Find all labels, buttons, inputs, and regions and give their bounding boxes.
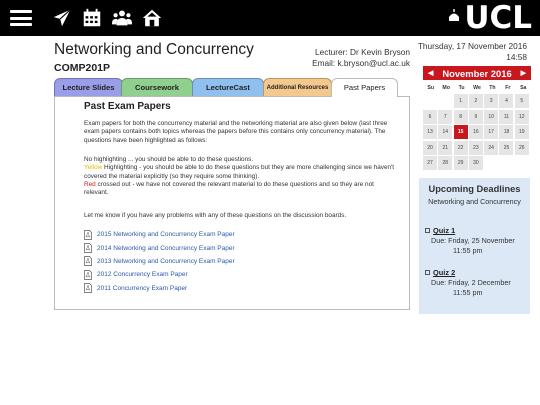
calendar-day[interactable]: 4 — [499, 94, 513, 108]
calendar-widget — [423, 66, 531, 170]
calendar-day[interactable]: 23 — [469, 141, 483, 155]
calendar-day[interactable]: 28 — [438, 156, 452, 170]
deadline-link[interactable] — [425, 226, 515, 235]
lecturer-name: Lecturer: Dr Kevin Bryson — [315, 47, 410, 57]
legend-yellow-text: Highlighting - you should be able to do these questions but they are more challenging since we haven't covered the material explicitly (so they require some thinking). — [84, 164, 395, 180]
weekday-label: We — [473, 85, 481, 91]
weekday-label: Mo — [442, 85, 450, 91]
deadline-due-date: Due: Friday, 2 December — [431, 278, 511, 287]
calendar-day[interactable]: 10 — [484, 110, 498, 124]
pdf-icon — [84, 243, 92, 253]
calendar-icon[interactable] — [81, 7, 103, 29]
calendar-day[interactable]: 13 — [423, 125, 437, 139]
current-date: Thursday, 17 November 2016 — [417, 41, 527, 51]
ucl-logo-text: UCL — [464, 0, 532, 36]
send-icon[interactable] — [51, 7, 73, 29]
calendar-day[interactable]: 22 — [454, 141, 468, 155]
calendar-day[interactable]: 18 — [499, 125, 513, 139]
tab-past-papers[interactable]: Past Papers — [331, 78, 398, 97]
calendar-day[interactable]: 2 — [469, 94, 483, 108]
weekday-label: Sa — [520, 85, 527, 91]
ucl-logo[interactable] — [447, 0, 532, 36]
content-panel — [54, 96, 410, 310]
menu-icon[interactable] — [10, 10, 32, 26]
deadline-due-time: 11:55 pm — [453, 288, 483, 297]
lecturer-email[interactable]: Email: k.bryson@ucl.ac.uk — [312, 58, 410, 68]
calendar-blank — [438, 94, 452, 108]
section-title: Past Exam Papers — [84, 101, 171, 112]
tab-lecture-slides[interactable]: Lecture Slides — [54, 78, 123, 96]
weekday-label: Fr — [505, 85, 511, 91]
calendar-day[interactable]: 3 — [484, 94, 498, 108]
calendar-day[interactable]: 17 — [484, 125, 498, 139]
checkbox-icon — [425, 270, 430, 275]
pdf-icon — [84, 256, 92, 266]
deadlines-subtitle: Networking and Concurrency — [428, 197, 521, 206]
deadline-name[interactable]: Quiz 1 — [433, 226, 456, 235]
calendar-day[interactable]: 9 — [469, 110, 483, 124]
intro-text: Exam papers for both the concurrency material and the networking material are also given below (last three exam papers contains both topics whereas the papers before this contains only concurrency material). The questions have been highlighted as follows: — [84, 120, 388, 144]
calendar-day[interactable]: 21 — [438, 141, 452, 155]
calendar-day[interactable]: 7 — [438, 110, 452, 124]
calendar-day[interactable]: 25 — [499, 141, 513, 155]
tab-additional-resources[interactable]: Additional Resources — [263, 78, 332, 96]
pdf-icon — [84, 270, 92, 280]
calendar-day[interactable]: 14 — [438, 125, 452, 139]
calendar-day[interactable]: 11 — [499, 110, 513, 124]
course-code: COMP201P — [54, 62, 111, 74]
course-title: Networking and Concurrency — [54, 41, 254, 58]
pdf-icon — [84, 230, 92, 240]
exam-paper-link[interactable] — [84, 282, 235, 295]
deadline-due — [431, 278, 511, 298]
next-month-icon[interactable]: ▶ — [520, 70, 526, 77]
legend-red-word: Red — [84, 180, 96, 188]
calendar-month-label: November 2016 — [442, 67, 512, 79]
top-bar — [0, 0, 540, 36]
exam-paper-link-text[interactable]: 2012 Concurrency Exam Paper — [97, 271, 188, 279]
legend-yellow — [84, 164, 396, 181]
calendar-day[interactable]: 24 — [484, 141, 498, 155]
pdf-icon — [84, 283, 92, 293]
exam-paper-link-text[interactable]: 2013 Networking and Concurrency Exam Paper — [97, 257, 235, 265]
calendar-day[interactable]: 27 — [423, 156, 437, 170]
lecturer-info — [312, 47, 410, 69]
exam-paper-link[interactable] — [84, 241, 235, 254]
calendar-day[interactable]: 12 — [515, 110, 529, 124]
home-icon[interactable] — [141, 7, 163, 29]
exam-paper-link[interactable] — [84, 268, 235, 281]
deadline-due-time: 11:55 pm — [453, 246, 483, 255]
date-info — [418, 41, 527, 63]
legend-yellow-word: Yellow — [84, 164, 103, 172]
calendar-day[interactable]: 5 — [515, 94, 529, 108]
deadline-due-date: Due: Friday, 25 November — [431, 236, 515, 245]
calendar-day[interactable]: 1 — [454, 94, 468, 108]
calendar-header — [423, 66, 531, 80]
dome-icon — [447, 8, 461, 22]
deadline-item — [425, 268, 511, 298]
highlight-legend — [84, 156, 396, 197]
exam-paper-link-text[interactable]: 2015 Networking and Concurrency Exam Paper — [97, 231, 235, 239]
legend-red-text: crossed out - we have not covered the relevant material to do these questions and so they are not relevant. — [84, 180, 374, 197]
weekday-label: Th — [489, 85, 496, 91]
deadline-item — [425, 226, 515, 256]
calendar-day[interactable]: 29 — [454, 156, 468, 170]
calendar-day[interactable]: 30 — [469, 156, 483, 170]
group-icon[interactable] — [111, 7, 133, 29]
upcoming-deadlines — [419, 178, 530, 314]
exam-paper-link-text[interactable]: 2014 Networking and Concurrency Exam Paper — [97, 244, 235, 252]
weekday-label: Tu — [458, 85, 465, 91]
calendar-day[interactable]: 6 — [423, 110, 437, 124]
deadline-due — [431, 236, 515, 256]
deadlines-title: Upcoming Deadlines — [428, 184, 521, 194]
legend-red — [84, 181, 396, 198]
calendar-day-today[interactable]: 15 — [454, 125, 468, 139]
legend-none: No highlighting ... you should be able to do these questions. — [84, 156, 254, 163]
current-time: 14:58 — [506, 52, 527, 62]
exam-paper-link[interactable] — [84, 228, 235, 241]
calendar-day[interactable]: 26 — [515, 141, 529, 155]
deadline-name[interactable]: Quiz 2 — [433, 268, 456, 277]
exam-paper-link[interactable] — [84, 255, 235, 268]
tab-lecturecast[interactable]: LectureCast — [192, 78, 264, 96]
exam-paper-link-text[interactable]: 2011 Concurrency Exam Paper — [97, 284, 188, 292]
calendar-days — [423, 94, 531, 170]
deadline-link[interactable] — [425, 268, 511, 277]
calendar-weekdays — [423, 84, 531, 93]
calendar-blank — [423, 94, 437, 108]
checkbox-icon — [425, 228, 430, 233]
prev-month-icon[interactable]: ◀ — [428, 70, 434, 77]
calendar-day[interactable]: 20 — [423, 141, 437, 155]
tab-coursework[interactable]: Coursework — [121, 78, 193, 96]
closing-text: Let me know if you have any problems with any of these questions on the discussion boards. — [84, 212, 347, 219]
calendar-day[interactable]: 19 — [515, 125, 529, 139]
nav-icons — [51, 7, 171, 29]
calendar-day[interactable]: 16 — [469, 125, 483, 139]
exam-paper-list — [84, 228, 235, 295]
calendar-day[interactable]: 8 — [454, 110, 468, 124]
weekday-label: Su — [427, 85, 435, 91]
